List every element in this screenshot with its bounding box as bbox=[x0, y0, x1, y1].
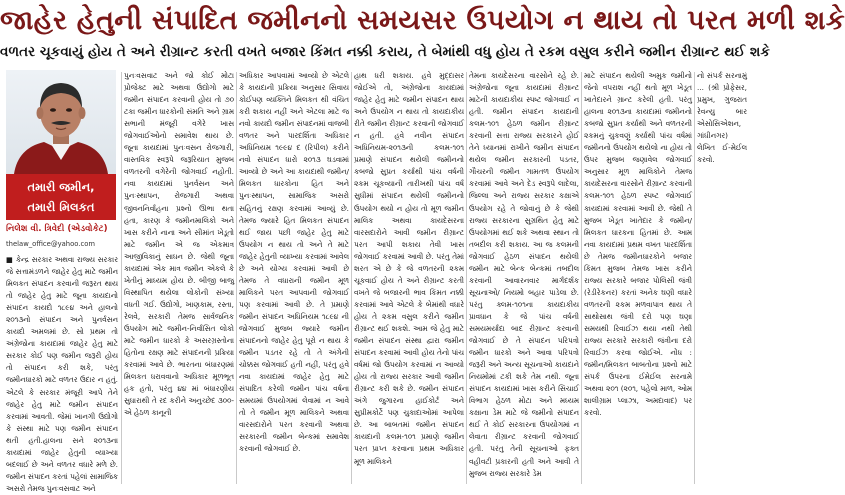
badge-line-1: તમારી જમીન, bbox=[27, 180, 95, 194]
subheadline: વળતર ચૂકવાયું હોય તે અને રીગ્રાન્ટ કરતી વખતે બજાર કિંમત નક્કી કરાય, તે બેમાંથી વધુ હોય તે રકમ વસુલ કરીને જમીન રીગ્રાન્ટ થઈ શકે bbox=[0, 44, 770, 60]
article-column-6 bbox=[584, 70, 692, 486]
column-text: નો સંપર્ક સરનામું ... (શ્રી પ્રોફેસર, પ્રમુખ, ગુજરાત રેવન્યુ બાર એસોસિએશન, ગાંધીનગર) લેખિત ઈ-મેઈલ કરવો. bbox=[697, 71, 747, 165]
column-text: પુનઃવસવાટ અને જો કોઈ મોટા પ્રોજેક્ટ માટે અથવા ઉદ્યોગો માટે જમીન સંપાદન કરવાની હોય તો ૭૦ ટકા જમીન ધારકોની સંમતિ અને ગ્રામ સભાની મંજૂરી વગેરે ખાસ જોગવાઈઓનો સમાવેશ થાય છે. જૂના કાયદામાં પુનઃવસન રોજગારી, વાસ્તવિક સ્વરૂપે જરૂરિયાત મુજબ વળતરની વગેરેની જોગવાઈ નહોતી. નવા કાયદામાં પુનર્વસન અને પુનઃસ્થાપન, રોજગારી અથવા જીવનનિર્વાહના પ્રશ્નો ઊભા થતા હતા, કારણ કે જમીનમાલિકો અને ખાસ કરીને નાના અને સીમાંત ખેડૂતો માટે જમીન એ જ એકમાત્ર આજીવિકાનું સાધન છે. જેથી જૂના કાયદામાં એક માત્ર જમીન એકલે કે ખેતીનું માધ્યમ હોય છે. બીજી બાજુ વિસ્થાપિત થયેલા લોકોની સંખ્યા વધતી ગઈ. ઉદ્યોગો, ખાણકામ, રસ્તા, રેલવે, સરકારી તેમજ સાર્વજનિક ઉપયોગ માટે જમીન-નિર્વાસિત લોકો માટે જમીન ધારકો કે અસરગ્રસ્તોના હિતોના રક્ષણ માટે સંપાદનની પ્રક્રિયા કરવામાં આવે છે. ભારતના બંધારણમાં મિલકત ધરાવવાનો અધિકાર મૂળભૂત હક હતો, પરંતુ ૪૪ માં બંધારણીય સુધારાથી તે રદ કરીને અનુચ્છેદ ૩૦૦-એ હેઠળ કાનૂની bbox=[124, 71, 234, 418]
headline: જાહેર હેતુની સંપાદિત જમીનનો સમયસર ઉપયોગ ન થાય તો પરત મળી શકે bbox=[0, 5, 845, 36]
author-photo-icon bbox=[6, 70, 116, 174]
column-divider bbox=[466, 72, 467, 484]
column-divider bbox=[581, 72, 582, 484]
article-column-2 bbox=[124, 70, 234, 486]
column-text: તેમના કાયદેસરના વારસોને રહે છે. અંગ્રેજોના જૂના કાયદામાં રીગ્રાન્ટ માટેની કાયદાકીય સ્પષ્ટ જોગવાઈ ન હતી. જમીન સંપાદન કાયદાની કલમ-૧૦૧ હેઠળ જમીન રીગ્રાન્ટ કરવાની સત્તા રાજ્ય સરકારને હોઈ તેને ધ્યાનમાં રાખીને જમીન સંપાદન થયેલ જમીન સરકારની પડતર, ગૌચરની જમીન ગામતળ ઉપયોગ કરવામાં આવે અને દેડ સ્વરૂપે લાદેલા, જિલ્લા અને રાજ્ય સરકાર કક્ષાએ ઉપયોગ રહે તે જોવાનું છે કે જેથી રાજ્ય સરકારના સુગ્રથિત હેતુ માટે ઉપયોગમાં થઈ શકે અથવા સ્થાન તો તબદીલ કરી શકાય. આ જ કલમની જોગવાઈ હેઠળ સંપાદન થયેલી જમીન માટે બેન્ક બેન્કમાં તબદીલ કરવાની આવારનવાર માર્ગદર્શક સૂચનાઓ/ નિયમો બહાર પાડેલા છે. પરંતુ ક્લમ-૧૦૧ના કાયદાકીય પ્રાવધાન કે જે પાંચ વર્ષની સમયમર્યાદા બાદ રીગ્રાન્ટ કરવાની જોગવાઈ છે તે સંપાદન પરિપત્રો જમીન ધારકો અને આવા પરિપત્રો જરૂરી અને અન્ય સૂચનાઓ કાયદાને નિયમોમાં ટકી શકે તેમ નથી. જૂના સંપાદન કાયદામાં ખાસ કરીને સિંચાઈ વિભાગ હેઠળ મોટા અને મધ્યમ કક્ષાના ડેમ માટે જે જમીનો સંપાદન થઈ તે કોઈ સરકારના ઉપયોગમાં ન લેવાતા રીગ્રાન્ટ કરવાની જોગવાઈ હતી. પરંતુ તેની સૂચનાઓ ફક્ત વહીવટી પ્રકારની હતી અને આવી તે મુજબ રાજ્ય સરકારે ડેમ bbox=[469, 71, 579, 478]
column-divider bbox=[121, 72, 122, 484]
article-column-1 bbox=[6, 254, 118, 493]
column-text: ■ કેન્દ્ર સરકાર અથવા રાજ્ય સરકાર જે સત્તામંડળને જાહેર હેતુ માટે જમીન મિલકત સંપાદન કરવાની જરૂરત થાય તો જાહેર હેતુ માટે જૂના કાયદાનો સંપાદન કાયદો ૧૮૯૪ અને હાલનો ૨૦૧૩નો સંપાદન અને પુનર્વસન કાયદો અમલમાં છે. સો પ્રથમ તો અંગ્રેજોના કાયદામાં જાહેર હેતુ માટે સરકાર કોઈ પણ જમીન જરૂરી હોય તો સંપાદન કરી શકે, પરંતુ જમીનધારકો માટે વળતર ઉદાર ન હતું. એટલે કે સરકાર મંજૂરી આપે તેને જાહેર હેતુ માટે જમીન સંપાદન કરવામાં આવતી. જેમાં ખાનગી ઉદ્યોગો કે સંસ્થા માટે પણ જમીન સંપાદન થતી હતી.હાલના સને ૨૦૧૩ના કાયદામાં જાહેર હેતુની વ્યાખ્યા બદલાઈ છે અને વળતર વધારે મળે છે. જમીન સંપાદન કરતાં પહેલાં સામાજિક અસરો તેમજ પુનઃવસવાટ અને bbox=[6, 255, 118, 493]
column-divider bbox=[694, 72, 695, 484]
author-name: નિલેશ વી. ત્રિવેદી (એડવોકેટ) bbox=[6, 224, 108, 234]
column-text: અધિકાર આપવામાં આવ્યો છે એટલે કે કાયદાની પ્રક્રિયા અનુસાર સિવાય કોઈપણ વ્યક્તિને મિલકત થી વંચિત કરી શકાય નહીં અને એટલા માટે જ નવો કાયદો જમીન સંપાદનમાં વાજબી વળતર અને પારદર્શિતા અધિકાર અધિનિયમ ૧૯૯૪ દ (રિપીલ) કરીને નવો સંપાદન ધારો ૨૦૧૩ ઘડવામાં આવ્યો છે અને આ કાયદાથી જમીન/મિલકત ધારકોના હિત અને પુનઃસ્થાપન, સામાજિક અસરો સહિતનું રક્ષણ કરવામાં આવ્યું છે. તેમજ જ્યારે હિત મિલકત સંપાદન થઈ જાય પછી જાહેર હેતુ માટે ઉપયોગ ન થાય તો અને તે માટે જાહેર હેતુની વ્યાખ્યા કરવામાં આવેલ છે અને યોગ્ય કરવામાં આવી છે તેમજ તે વધારાની જમીન મૂળ માલિકને પરત આપવાની જોગવાઈ પણ કરવામાં આવી છે. તે પ્રમાણે જમીન સંપાદન અધિનિયમ ૧૮૯૪ ની જોગવાઈ મુજબ જ્યારે જમીન સંપાદનનો જાહેર હેતુ પૂરો ન થાય કે જમીન પડતર રહે તો તે અંગેની ચોક્કસ જોગવાઈ હતી નહીં, પરંતુ હવે નવા કાયદામાં જાહેર હેતુ માટે સંપાદિત કરેલી જમીન પાંચ વર્ષના સમયમાં ઉપયોગમાં લેવામાં ન આવે તો તે જમીન મૂળ માલિકને અથવા વારસદારોને પરત કરવાની અથવા સરકારની જમીન બેન્કમાં સમાવેશ કરવાની જોગવાઈ છે. bbox=[239, 71, 349, 454]
author-email: thelaw_office@yahoo.com bbox=[6, 240, 95, 248]
column-text: માટે સંપાદન થયેલી અમુક જમીનો જેનો વપરાશ નહીં થતો મૂળ ખેડૂત ખાતેદારને ગ્રાન્ટ કરેલી હતી. પરંતુ હાલના ૨૦૧૩ના કાયદામાં જમીનનો કબજો સુપ્રત કર્યાથી અને વળતરની ૨કમનું ચુકવણું કર્યાથી પાંચ વર્ષમાં જમીનનો ઉપયોગ થયેલો ના હોય તો ઉપર મુજબ જણાવેલ જોગવાઈ અનુસાર મૂળ માલિકોને તેમજ કાયદેસરના વારસોને રીગ્રાન્ટ કરવાની કલમ-૧૦૧ હેઠળ સ્પષ્ટ જોગવાઈ કાયદામાં કરવામાં આવી છે. જેથી તે મુજબ ખેડૂત ખાતેદાર કે જમીન/મિલકત ધારકના હિતમાં છે. આમ નવા કાયદામાં પ્રથમ વખત પારદર્શિતા છે તેમજ જમીનધારકોને બજાર કિંમત મુજબ તેમજ ખાસ કરીને રાજ્ય સરકારે બજાર પોલિસી જંત્રી (રેડીરેકનર) કરતાં અનેક ઘણી વધારે વળતરની ૨કમ મળવાપાત્ર થાય તે સાથોસાથ જંત્રી દરો પણ ઘણા સમયથી રિવાઈઝ થયા નથી તેથી રાજ્ય સરકારે સરકારી જંત્રીના દરો રિવાઈઝ કરવા જોઈએ. નોંધ : જમીન/મિલકત બાબતોના પ્રશ્નો માટે સંપર્ક ઉપરના ઈમેઈલ સરનામે અથવા ૨૦૧ (૨૦૧, પહેલો માળ, ઓમ શાલીગ્રામ પ્લાઝા, અમદાવાદ) પર કરવો. bbox=[584, 71, 692, 418]
column-text: હાથ ધરી શકાય. હવે મુદ્દાસર જોઈએ તો, અંગ્રેજોના કાયદામાં જાહેર હેતુ માટે જમીન સંપાદન થાય અને ઉપયોગ ન થાય તો કાયદાકીય રીતે જમીન રીગ્રાન્ટ કરવાની જોગવાઈ ન હતી. હવે નવીન સંપાદન અધિનિયમ-૨૦૧૩ની કલમ-૧૦૧ પ્રમાણે સંપાદન થયેલી જમીનનો કબજો સુપ્રત કર્યાથી પાંચ વર્ષની ૨કમ ચૂકવ્યાની તારીખથી પાંચ વર્ષ સુધીમાં સંપાદન થયેલી જમીનનો ઉપયોગ થયો ન હોય તો મૂળ જમીન માલિક અથવા કાયદેસરના વારસદારોને આવી જમીન રીગ્રાન્ટ પરત આપી શકાય તેવી ખાસ જોગવાઈ કરવામાં આવી છે. પરંતુ તેમાં શરત એ છે કે જે વળતરની ૨કમ ચૂકવાઈ હોય તે અને રીગ્રાન્ટ કરતી વખતે જે બજારની ભાવ કિંમત નક્કી કરવામાં આવે એટલે કે બેમાંથી વધારે હોય તે ૨કમ વસુલ કરીને જમીન રીગ્રાન્ટ થઈ શકશે. આમ જે હેતુ માટે જમીન સંપાદન સંસ્થા દ્વારા જમીન સંપાદન કરવામાં આવી હોય તેનો પાંચ વર્ષમાં જો ઉપયોગ કરવામાં ન આવ્યો હોય તો રાજ્ય સરકાર આવી જમીન રીગ્રાન્ટ કરી શકે છે. જમીન સંપાદન અંગે જુગારના હાઈકોર્ટ અને સુપ્રીમકોર્ટે પણ ચુકાદાઓમાં આપેલા છે. આ બાબતમાં જમીન સંપાદન કાયદાની કલમ-૧૦૧ પ્રમાણે જમીન પરત પ્રાપ્ત કરવાના પ્રથમ અધિકાર મૂળ માલિકને bbox=[354, 71, 464, 466]
column-divider bbox=[351, 72, 352, 484]
badge-line-2: તમારી મિલકત bbox=[27, 200, 95, 214]
article-column-7 bbox=[697, 70, 747, 486]
article-column-5 bbox=[469, 70, 579, 486]
column-badge bbox=[6, 174, 116, 220]
article-column-4 bbox=[354, 70, 464, 486]
article-column-3 bbox=[239, 70, 349, 486]
column-divider bbox=[236, 72, 237, 484]
author-photo bbox=[6, 70, 116, 174]
